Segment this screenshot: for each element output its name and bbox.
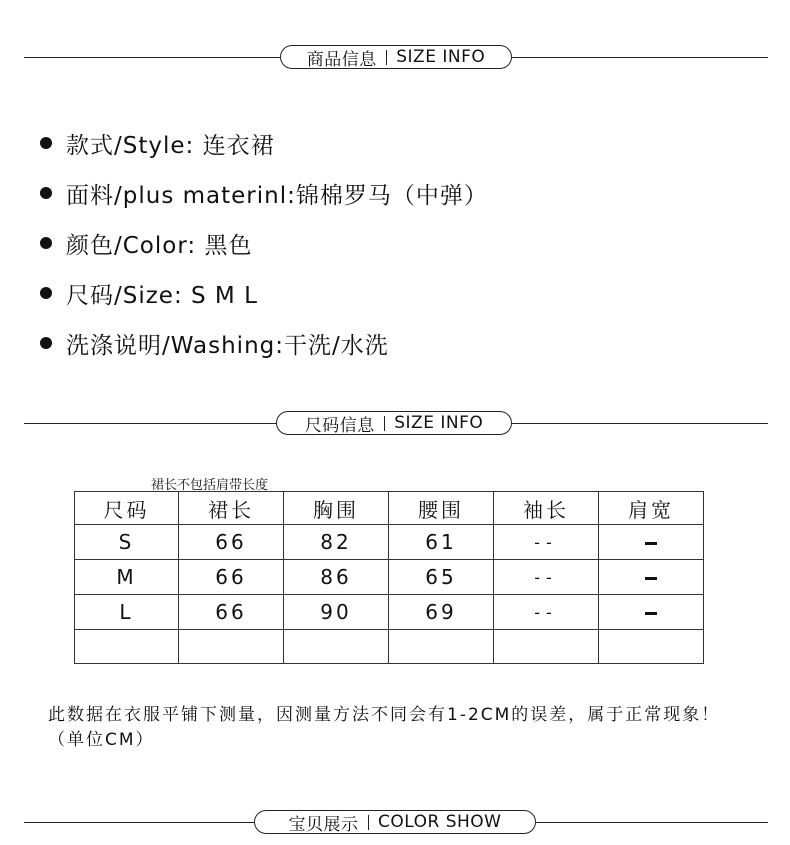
- cell-shoulder: [599, 595, 704, 630]
- header-separator: [384, 416, 386, 431]
- attribute-color-text: 颜色/Color: 黑色: [66, 232, 253, 259]
- cell-length: 66: [179, 595, 284, 630]
- attribute-washing-text: 洗涤说明/Washing:干洗/水洗: [66, 332, 389, 359]
- cell-bust: 90: [284, 595, 389, 630]
- table-header-row: [75, 492, 704, 525]
- attribute-material: [40, 168, 488, 218]
- color-show-header-cn: 宝贝展示: [288, 814, 359, 835]
- cell-empty: [389, 630, 494, 664]
- column-header-waist: 腰围: [389, 492, 494, 525]
- column-header-size: 尺码: [75, 492, 179, 525]
- cell-shoulder: [599, 560, 704, 595]
- size-info-header-cn: 尺码信息: [304, 415, 375, 436]
- header-rule-right: [512, 57, 768, 58]
- bullet-icon: [40, 237, 52, 249]
- header-rule-left: [24, 57, 280, 58]
- dash-mark: [645, 612, 657, 615]
- cell-sleeve: --: [494, 525, 599, 560]
- column-header-shoulder: 肩宽: [599, 492, 704, 525]
- column-header-sleeve: 袖长: [494, 492, 599, 525]
- bullet-icon: [40, 137, 52, 149]
- attribute-size-text: 尺码/Size: S M L: [66, 282, 258, 309]
- table-row: [75, 560, 704, 595]
- cell-sleeve: --: [494, 560, 599, 595]
- attribute-size: [40, 268, 488, 318]
- cell-empty: [75, 630, 179, 664]
- attribute-style: [40, 118, 488, 168]
- header-separator: [368, 815, 370, 830]
- header-rule-right: [512, 423, 768, 424]
- cell-bust: 86: [284, 560, 389, 595]
- attribute-material-text: 面料/plus materinl:锦棉罗马（中弹）: [66, 182, 488, 209]
- cell-bust: 82: [284, 525, 389, 560]
- cell-empty: [494, 630, 599, 664]
- cell-sleeve: --: [494, 595, 599, 630]
- cell-empty: [179, 630, 284, 664]
- cell-size: S: [75, 525, 179, 560]
- column-header-length: 裙长: [179, 492, 284, 525]
- color-show-header-en: COLOR SHOW: [378, 812, 502, 832]
- header-rule-left: [24, 822, 254, 823]
- cell-empty: [599, 630, 704, 664]
- cell-length: 66: [179, 525, 284, 560]
- size-info-header: [0, 409, 790, 439]
- product-info-header-pill: [280, 45, 512, 69]
- header-separator: [386, 50, 388, 65]
- product-attribute-list: [40, 118, 488, 368]
- bullet-icon: [40, 287, 52, 299]
- cell-empty: [284, 630, 389, 664]
- color-show-header-pill: [254, 810, 536, 834]
- product-info-header-en: SIZE INFO: [396, 47, 486, 67]
- cell-length: 66: [179, 560, 284, 595]
- color-show-header: [0, 808, 790, 838]
- table-row-empty: [75, 630, 704, 664]
- header-rule-right: [536, 822, 768, 823]
- attribute-color: [40, 218, 488, 268]
- table-row: [75, 595, 704, 630]
- cell-shoulder: [599, 525, 704, 560]
- table-note: 裙长不包括肩带长度: [151, 478, 269, 493]
- cell-waist: 69: [389, 595, 494, 630]
- bullet-icon: [40, 337, 52, 349]
- attribute-washing: [40, 318, 488, 368]
- table-row: [75, 525, 704, 560]
- size-info-header-en: SIZE INFO: [394, 413, 484, 433]
- product-info-header-cn: 商品信息: [306, 49, 377, 70]
- bullet-icon: [40, 187, 52, 199]
- attribute-style-text: 款式/Style: 连衣裙: [66, 132, 275, 159]
- dash-mark: [645, 542, 657, 545]
- measurement-note: 此数据在衣服平铺下测量，因测量方法不同会有1-2CM的误差，属于正常现象！（单位CM）: [48, 705, 721, 750]
- header-rule-left: [24, 423, 276, 424]
- size-info-header-pill: [276, 411, 512, 435]
- dash-mark: [645, 577, 657, 580]
- cell-waist: 65: [389, 560, 494, 595]
- cell-size: M: [75, 560, 179, 595]
- cell-waist: 61: [389, 525, 494, 560]
- size-table: [74, 491, 704, 664]
- product-info-header: [0, 43, 790, 73]
- column-header-bust: 胸围: [284, 492, 389, 525]
- cell-size: L: [75, 595, 179, 630]
